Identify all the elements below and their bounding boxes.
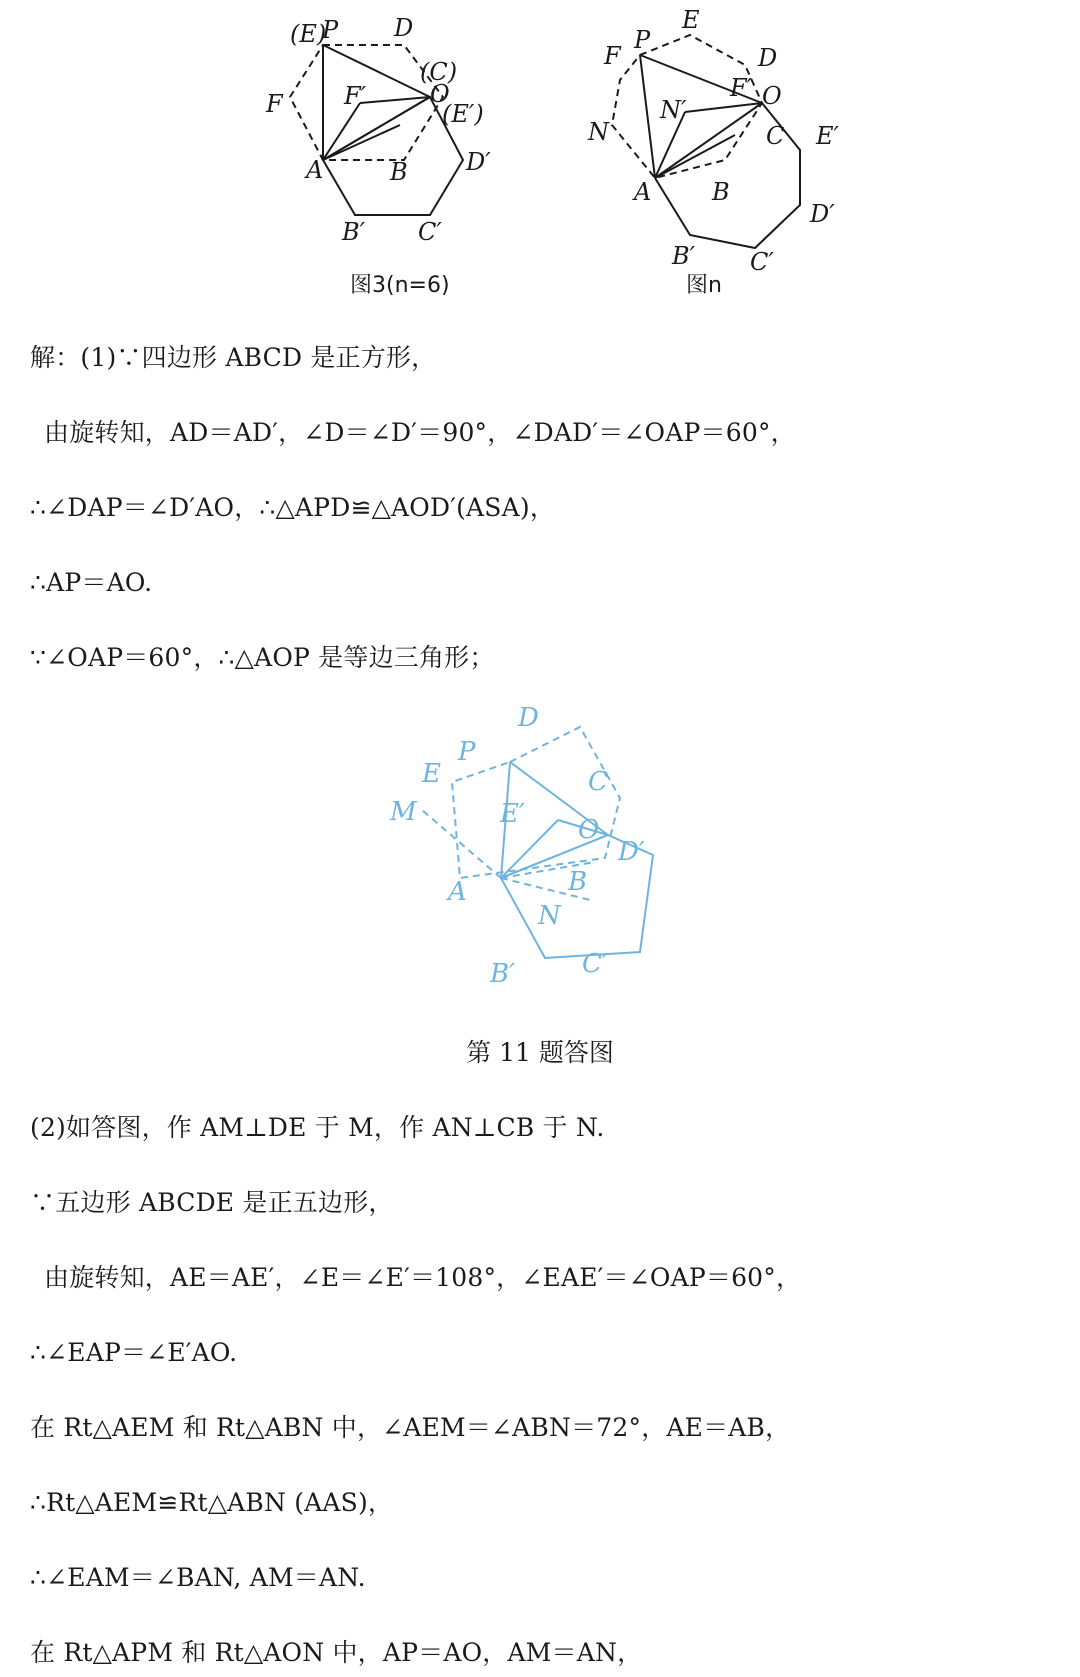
solution-line-3: ∴∠DAP＝∠D′AO，∴△APD≌△AOD′(ASA)， [30,493,556,522]
fig3-label-O: O [430,80,450,108]
fign-label-O: O [762,82,782,110]
solution2-line-1: (2)如答图，作 AM⊥DE 于 M，作 AN⊥CB 于 N. [30,1113,605,1142]
answer-figure-caption: 第 11 题答图 [466,1038,614,1067]
fig3-label-F: F [266,90,283,118]
solution-line-4: ∴AP＝AO. [30,568,153,597]
solution-line-2: 由旋转知，AD＝AD′，∠D＝∠D′＝90°，∠DAD′＝∠OAP＝60°， [44,418,796,447]
fign-label-Eprime: E′ [816,122,839,150]
ans-label-A: A [448,877,467,907]
fign-label-Dprime: D′ [810,200,835,228]
fign-label-Cprime: C′ [750,248,774,276]
fig3-label-C: (C) [420,58,458,86]
ans-label-N: N [538,901,561,931]
fig3-label-Fprime: F′ [344,82,367,110]
ans-label-Dprime: D′ [618,837,645,867]
fign-label-Nprime: N′ [660,96,687,124]
fign-label-C: C [766,122,785,150]
fig3-label-Eprime: (E′) [442,100,484,128]
ans-label-D: D [518,703,539,733]
fig3-label-Dprime: D′ [466,148,491,176]
fign-label-E: E [682,6,700,34]
fign-label-Bprime: B′ [672,242,696,270]
ans-label-O: O [578,815,600,845]
solution2-line-4: ∴∠EAP＝∠E′AO. [30,1338,238,1367]
fign-caption: 图n [686,273,722,298]
fig3-label-E: (E) [290,20,327,48]
solution2-line-8: 在 Rt△APM 和 Rt△AON 中，AP＝AO，AM＝AN， [30,1638,643,1667]
fig3-label-Cprime: C′ [418,218,442,246]
fign-label-B: B [712,178,730,206]
ans-label-B: B [568,867,588,897]
solution2-line-2: ∵五边形 ABCDE 是正五边形， [30,1188,394,1217]
fign-label-D: D [758,44,778,72]
solution2-line-6: ∴Rt△AEM≌Rt△ABN (AAS)， [30,1488,394,1517]
ans-label-C: C [588,767,608,797]
ans-label-E: E [422,759,441,789]
fig3-label-Bprime: B′ [342,218,366,246]
ans-label-Bprime: B′ [490,959,516,989]
fign-label-N: N [588,118,609,146]
fig3-label-B: B [390,158,408,186]
answer-figure [390,690,700,1010]
fign-label-Fprime: F′ [730,74,753,102]
ans-label-P: P [458,737,476,767]
solution2-line-3: 由旋转知，AE＝AE′，∠E＝∠E′＝108°，∠EAE′＝∠OAP＝60°， [44,1263,802,1292]
fig3-label-P: P [322,16,339,44]
solution-line-1: 解：(1)∵四边形 ABCD 是正方形， [30,343,437,372]
solution2-line-7: ∴∠EAM＝∠BAN, AM＝AN. [30,1563,366,1592]
ans-label-M: M [390,797,417,827]
top-figures [0,0,1080,310]
solution-line-5: ∵∠OAP＝60°，∴△AOP 是等边三角形； [30,643,495,672]
fign-label-A: A [634,178,652,206]
fign-label-F: F [604,42,621,70]
fign-label-P: P [634,26,651,54]
fig3-caption: 图3(n=6) [350,273,450,298]
solution2-line-5: 在 Rt△AEM 和 Rt△ABN 中，∠AEM＝∠ABN＝72°，AE＝AB， [30,1413,791,1442]
ans-label-Cprime: C′ [582,949,608,979]
fig3-label-D: D [394,14,414,42]
ans-label-Eprime: E′ [500,799,525,829]
fig3-label-A: A [306,156,324,184]
